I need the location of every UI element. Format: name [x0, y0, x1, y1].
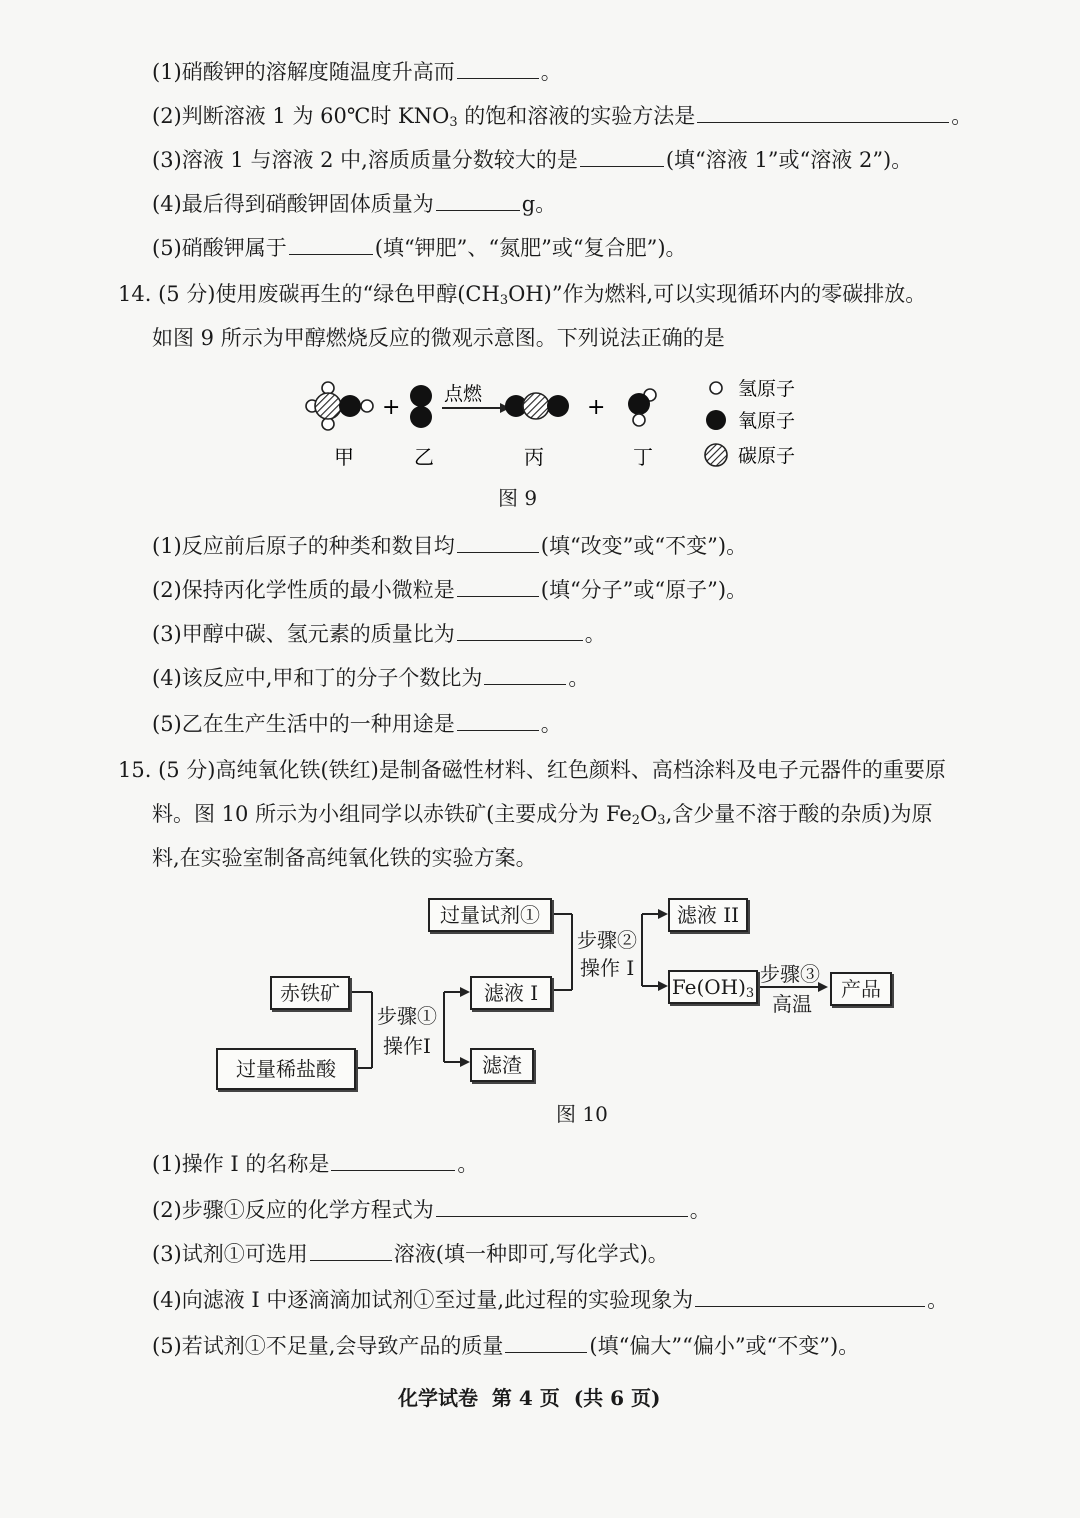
label-yi: 乙	[414, 445, 434, 469]
q13-item-3: (3)溶液 1 与溶液 2 中,溶质质量分数较大的是 (填“溶液 1”或“溶液 2”)。	[152, 148, 913, 172]
label-operation-2: 操作 I	[580, 956, 635, 980]
q14-intro-line-2: 如图 9 所示为甲醇燃烧反应的微观示意图。下列说法正确的是	[152, 326, 725, 350]
box-iron-hydroxide: $Fe(OH)_3$	[668, 970, 758, 1004]
label-operation-1: 操作I	[383, 1034, 431, 1058]
q14-item-3: (3)甲醇中碳、氢元素的质量比为 。	[152, 622, 606, 646]
legend-oxygen: 氧原子	[738, 410, 796, 432]
page-footer: 化学试卷 第 4 页 (共 6 页)	[398, 1386, 661, 1410]
label-step-3: 步骤③	[760, 962, 820, 986]
answer-blank[interactable]	[695, 1286, 925, 1307]
q15-item-1: (1)操作 I 的名称是 。	[152, 1152, 479, 1176]
plus-sign: +	[382, 395, 401, 420]
label-step-1: 步骤①	[377, 1004, 437, 1028]
q15-item-5: (5)若试剂①不足量,会导致产品的质量 (填“偏大”“偏小”或“不变”)。	[152, 1334, 860, 1358]
answer-blank[interactable]	[310, 1240, 392, 1261]
box-excess-reagent-1: 过量试剂①	[428, 898, 552, 932]
box-filtrate-1: 滤液 I	[470, 976, 552, 1010]
figure-9-caption: 图 9	[498, 486, 538, 510]
legend-hydrogen: 氢原子	[738, 378, 796, 400]
q14-item-1: (1)反应前后原子的种类和数目均 (填“改变”或“不变”)。	[152, 534, 748, 558]
box-residue: 滤渣	[470, 1048, 534, 1082]
box-hematite: 赤铁矿	[270, 976, 350, 1010]
q14-item-2: (2)保持丙化学性质的最小微粒是 (填“分子”或“原子”)。	[152, 578, 748, 602]
q13-item-1: (1)硝酸钾的溶解度随温度升高而 。	[152, 60, 562, 84]
q13-item-5: (5)硝酸钾属于 (填“钾肥”、“氮肥”或“复合肥”)。	[152, 236, 687, 260]
box-excess-hcl: 过量稀盐酸	[216, 1048, 356, 1090]
box-product: 产品	[830, 972, 892, 1006]
q13-item-2: (2)判断溶液 1 为 60℃时 $KNO_3$ 的饱和溶液的实验方法是 。	[152, 104, 973, 130]
answer-blank[interactable]	[505, 1332, 587, 1353]
answer-blank[interactable]	[436, 1196, 688, 1217]
q15-intro-line-2: 料。图 10 所示为小组同学以赤铁矿(主要成分为 $Fe_2O_3$,含少量不溶于酸的杂质)为原	[152, 802, 933, 828]
q15-item-3: (3)试剂①可选用 溶液(填一种即可,写化学式)。	[152, 1242, 669, 1266]
q15-item-4: (4)向滤液 I 中逐滴滴加试剂①至过量,此过程的实验现象为 。	[152, 1288, 949, 1312]
q13-item-4: (4)最后得到硝酸钾固体质量为 g。	[152, 192, 557, 216]
arrow-label-ignite: 点燃	[444, 383, 483, 405]
q14-intro-line-1: 14. (5 分)使用废碳再生的“绿色甲醇$(CH_3OH)$”作为燃料,可以实现循环内的零碳排放。	[118, 282, 927, 308]
legend-carbon: 碳原子	[738, 445, 796, 467]
plus-sign: +	[587, 395, 606, 420]
label-step-2: 步骤②	[577, 928, 637, 952]
q14-item-4: (4)该反应中,甲和丁的分子个数比为 。	[152, 666, 590, 690]
q14-item-5: (5)乙在生产生活中的一种用途是 。	[152, 712, 562, 736]
label-ding: 丁	[633, 445, 653, 469]
q15-item-2: (2)步骤①反应的化学方程式为 。	[152, 1198, 711, 1222]
label-jia: 甲	[334, 445, 354, 469]
box-filtrate-2: 滤液 II	[668, 898, 748, 932]
label-high-temperature: 高温	[772, 992, 812, 1016]
label-bing: 丙	[524, 445, 544, 469]
q15-intro-line-1: 15. (5 分)高纯氧化铁(铁红)是制备磁性材料、红色颜料、高档涂料及电子元器件的重要原	[118, 758, 946, 782]
answer-blank[interactable]	[331, 1150, 455, 1171]
q15-intro-line-3: 料,在实验室制备高纯氧化铁的实验方案。	[152, 846, 537, 870]
figure-10-caption: 图 10	[556, 1102, 608, 1126]
